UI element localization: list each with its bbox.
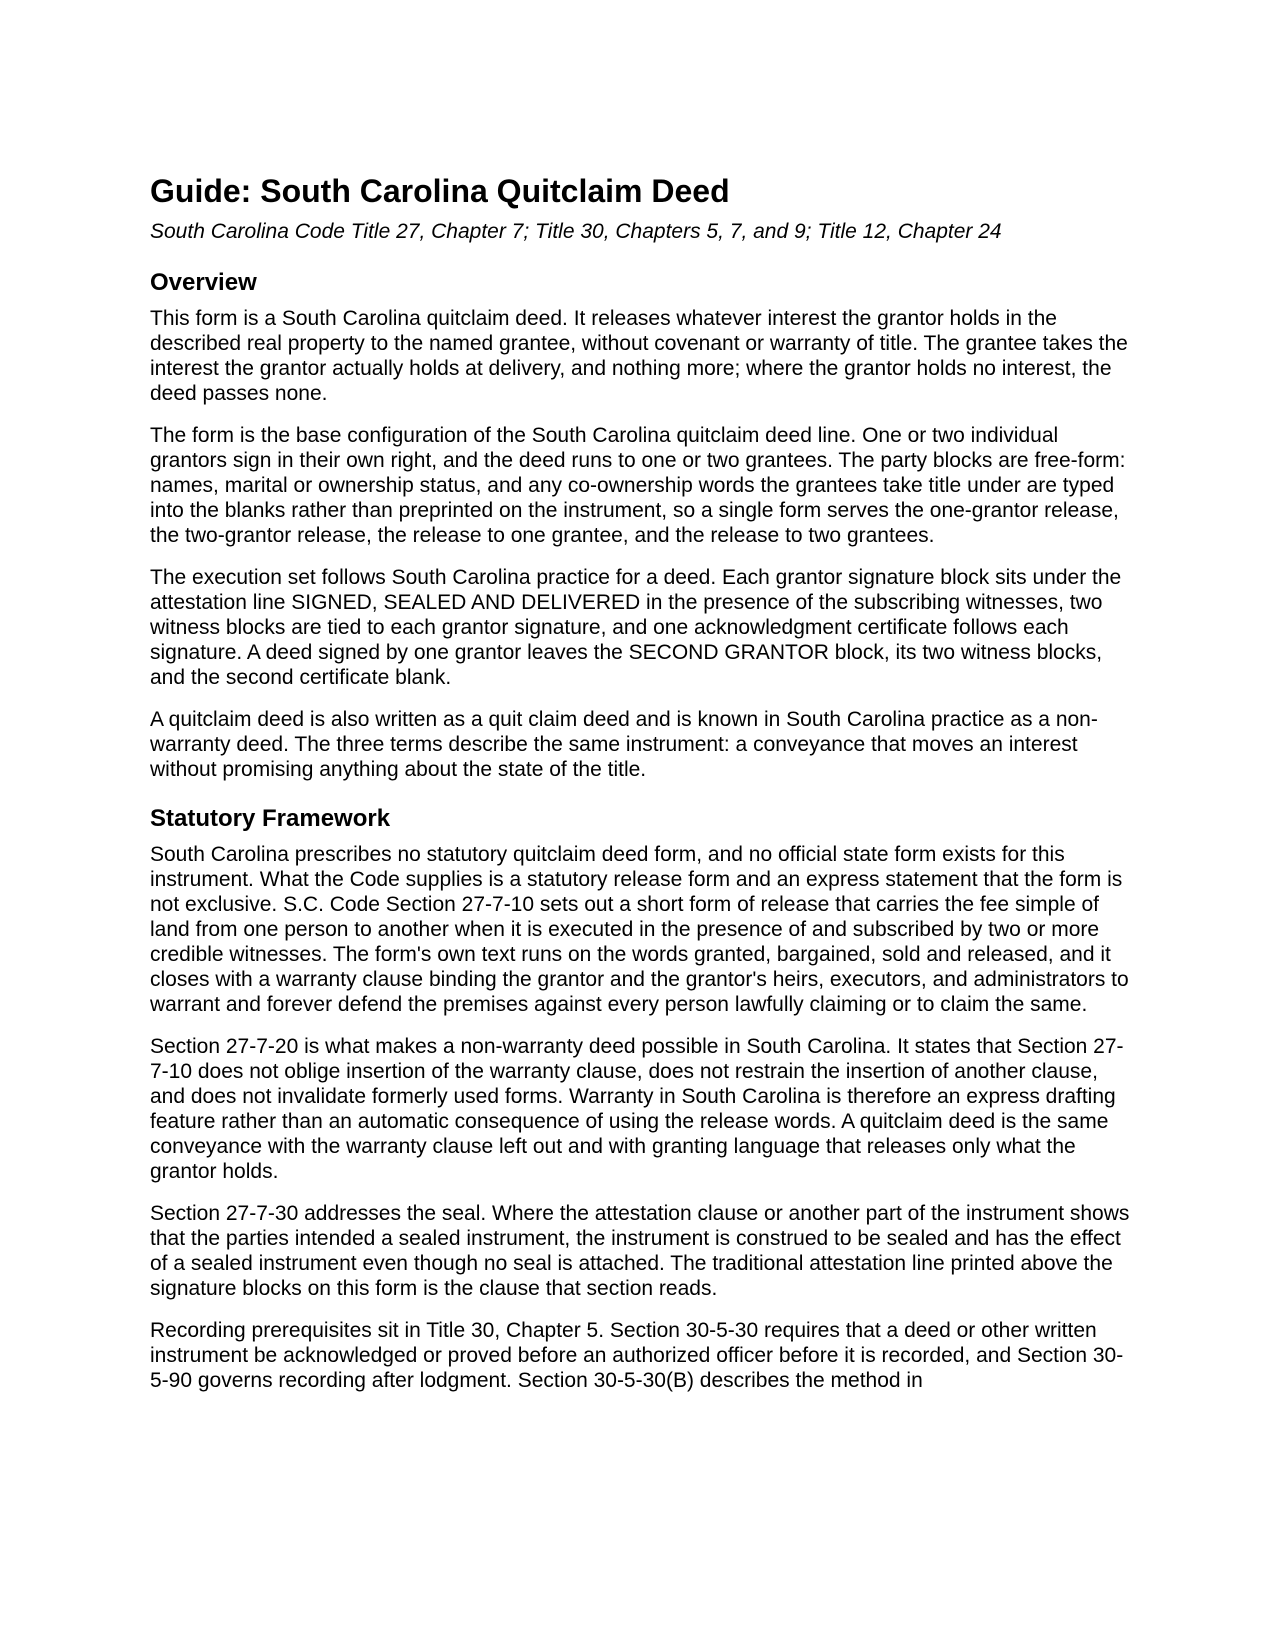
section-heading-statutory-framework: Statutory Framework	[150, 805, 391, 832]
section-heading-overview: Overview	[150, 269, 257, 296]
paragraph: South Carolina prescribes no statutory quitclaim deed form, and no official state form exists for this instrument. What the Code supplies is a statutory release form and an express statement that the form is not exclusive. S.C. Code Section 27-7-10 sets out a short form of release that carries the fee simple of land from one person to another when it is executed in the presence of and subscribed by two or more credible witnesses. The form's own text runs on the words granted, bargained, sold and released, and it closes with a warranty clause binding the grantor and the grantor's heirs, executors, and administrators to warrant and forever defend the premises against every person lawfully claiming or to claim the same.	[150, 843, 1129, 1016]
section-statutory-framework	[150, 804, 1130, 1393]
section-overview	[150, 268, 1130, 782]
paragraph: The execution set follows South Carolina practice for a deed. Each grantor signature block sits under the attestation line SIGNED, SEALED AND DELIVERED in the presence of the subscribing witnesses, two witness blocks are tied to each grantor signature, and one acknowledgment certificate follows each signature. A deed signed by one grantor leaves the SECOND GRANTOR block, its two witness blocks, and the second certificate blank.	[150, 566, 1122, 689]
document-page	[150, 171, 1130, 1393]
paragraph: The form is the base configuration of the South Carolina quitclaim deed line. One or two individual grantors sign in their own right, and the deed runs to one or two grantees. The party blocks are free-form: names, marital or ownership status, and any co-ownership words the grantees take title under are typed into the blanks rather than preprinted on the instrument, so a single form serves the one-grantor release, the two-grantor release, the release to one grantee, and the release to two grantees.	[150, 424, 1126, 547]
paragraph: Section 27-7-20 is what makes a non-warranty deed possible in South Carolina. It states that Section 27-7-10 does not oblige insertion of the warranty clause, does not restrain the insertion of another clause, and does not invalidate formerly used forms. Warranty in South Carolina is therefore an express drafting feature rather than an automatic consequence of using the release words. A quitclaim deed is the same conveyance with the warranty clause left out and with granting language that releases only what the grantor holds.	[150, 1035, 1124, 1183]
document-title: Guide: South Carolina Quitclaim Deed	[150, 173, 730, 209]
paragraph: Recording prerequisites sit in Title 30, Chapter 5. Section 30-5-30 requires that a deed or other written instrument be acknowledged or proved before an authorized officer before it is recorded, and Section 30-5-90 governs recording after lodgment. Section 30-5-30(B) describes the method in	[150, 1319, 1124, 1392]
document-subtitle: South Carolina Code Title 27, Chapter 7; Title 30, Chapters 5, 7, and 9; Title 12, Chapter 24	[150, 220, 1002, 243]
paragraph: Section 27-7-30 addresses the seal. Where the attestation clause or another part of the instrument shows that the parties intended a sealed instrument, the instrument is construed to be sealed and has the effect of a sealed instrument even though no seal is attached. The traditional attestation line printed above the signature blocks on this form is the clause that section reads.	[150, 1202, 1130, 1300]
paragraph: This form is a South Carolina quitclaim deed. It releases whatever interest the grantor holds in the described real property to the named grantee, without covenant or warranty of title. The grantee takes the interest the grantor actually holds at delivery, and nothing more; where the grantor holds no interest, the deed passes none.	[150, 307, 1128, 405]
paragraph: A quitclaim deed is also written as a quit claim deed and is known in South Carolina practice as a non-warranty deed. The three terms describe the same instrument: a conveyance that moves an interest without promising anything about the state of the title.	[150, 708, 1098, 781]
